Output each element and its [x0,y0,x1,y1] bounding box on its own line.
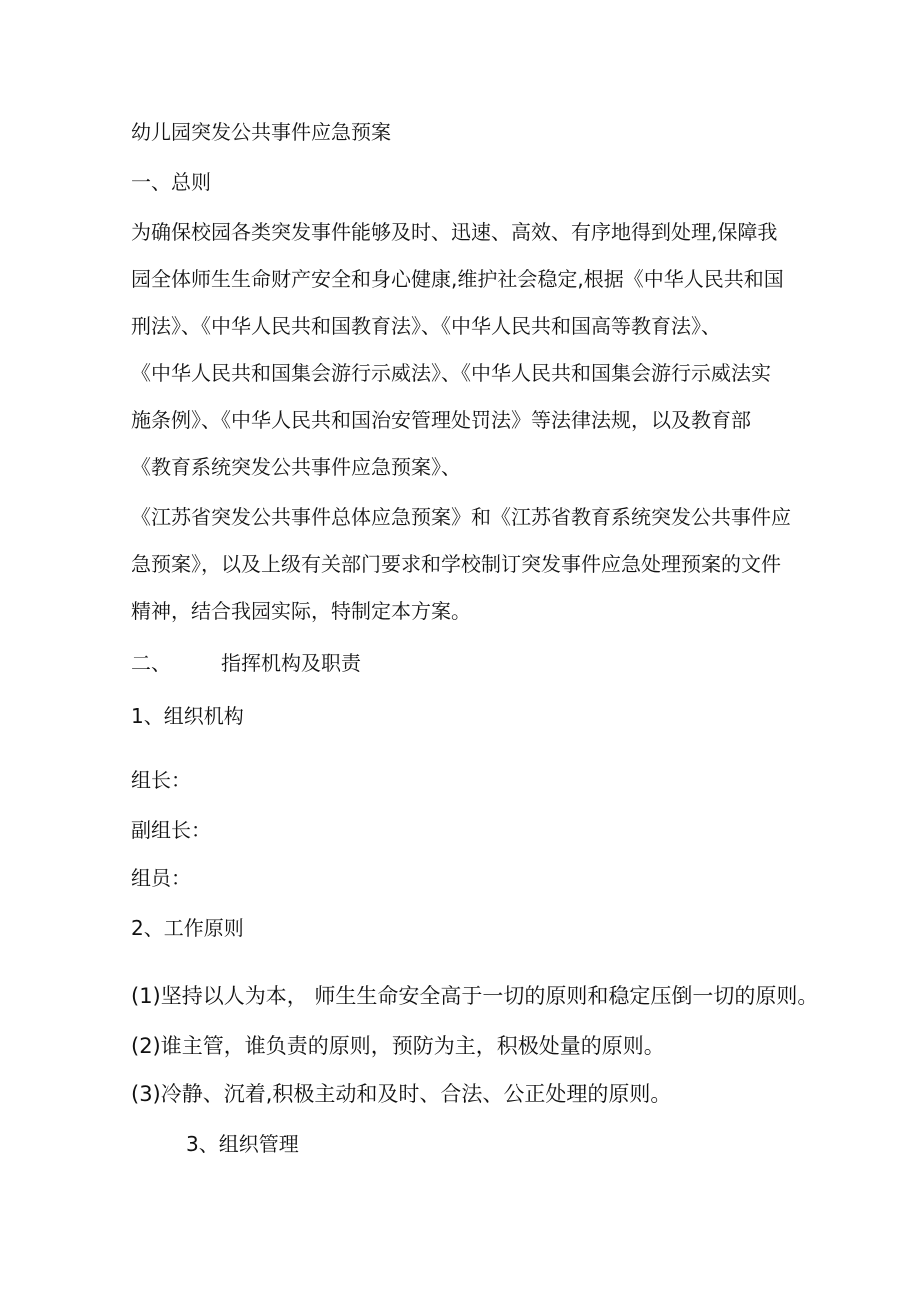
section-heading-command [131,649,361,677]
document-title: 幼儿园突发公共事件应急预案 [131,120,391,144]
subheading-management: 3、组织管理 [186,1132,299,1156]
paragraph-line: 精神，结合我园实际，特制定本方案。 [131,599,471,623]
paragraph-line: 为确保校园各类突发事件能够及时、迅速、高效、有序地得到处理,保障我 [131,220,778,244]
principle-item: (1)坚持以人为本， 师生生命安全高于一切的原则和稳定压倒一切的原则。 [131,984,819,1008]
subheading-organization: 1、组织机构 [131,704,244,728]
section-heading-text: 指挥机构及职责 [221,651,361,675]
principle-item: (3)冷静、沉着,积极主动和及时、合法、公正处理的原则。 [131,1082,672,1106]
paragraph-line: 施条例》、《中华人民共和国治安管理处罚法》等法律法规，以及教育部 [131,408,751,432]
leader-label: 组长： [131,768,191,792]
paragraph-line: 急预案》，以及上级有关部门要求和学校制订突发事件应急处理预案的文件 [131,552,781,576]
paragraph-line: 《中华人民共和国集会游行示威法》、《中华人民共和国集会游行示威法实 [131,361,771,385]
paragraph-line: 《江苏省突发公共事件总体应急预案》和《江苏省教育系统突发公共事件应 [131,505,791,529]
deputy-leader-label: 副组长： [131,818,211,842]
principle-item: (2)谁主管，谁负责的原则，预防为主，积极处量的原则。 [131,1034,665,1058]
paragraph-line: 《教育系统突发公共事件应急预案》、 [131,455,461,479]
section-heading-number: 二、 [131,651,171,675]
subheading-principles: 2、工作原则 [131,916,244,940]
paragraph-line: 园全体师生生命财产安全和身心健康,维护社会稳定,根据《中华人民共和国 [131,267,784,291]
member-label: 组员： [131,866,191,890]
paragraph-line: 刑法》、《中华人民共和国教育法》、《中华人民共和国高等教育法》、 [131,314,721,338]
section-heading-general: 一、总则 [131,170,211,194]
